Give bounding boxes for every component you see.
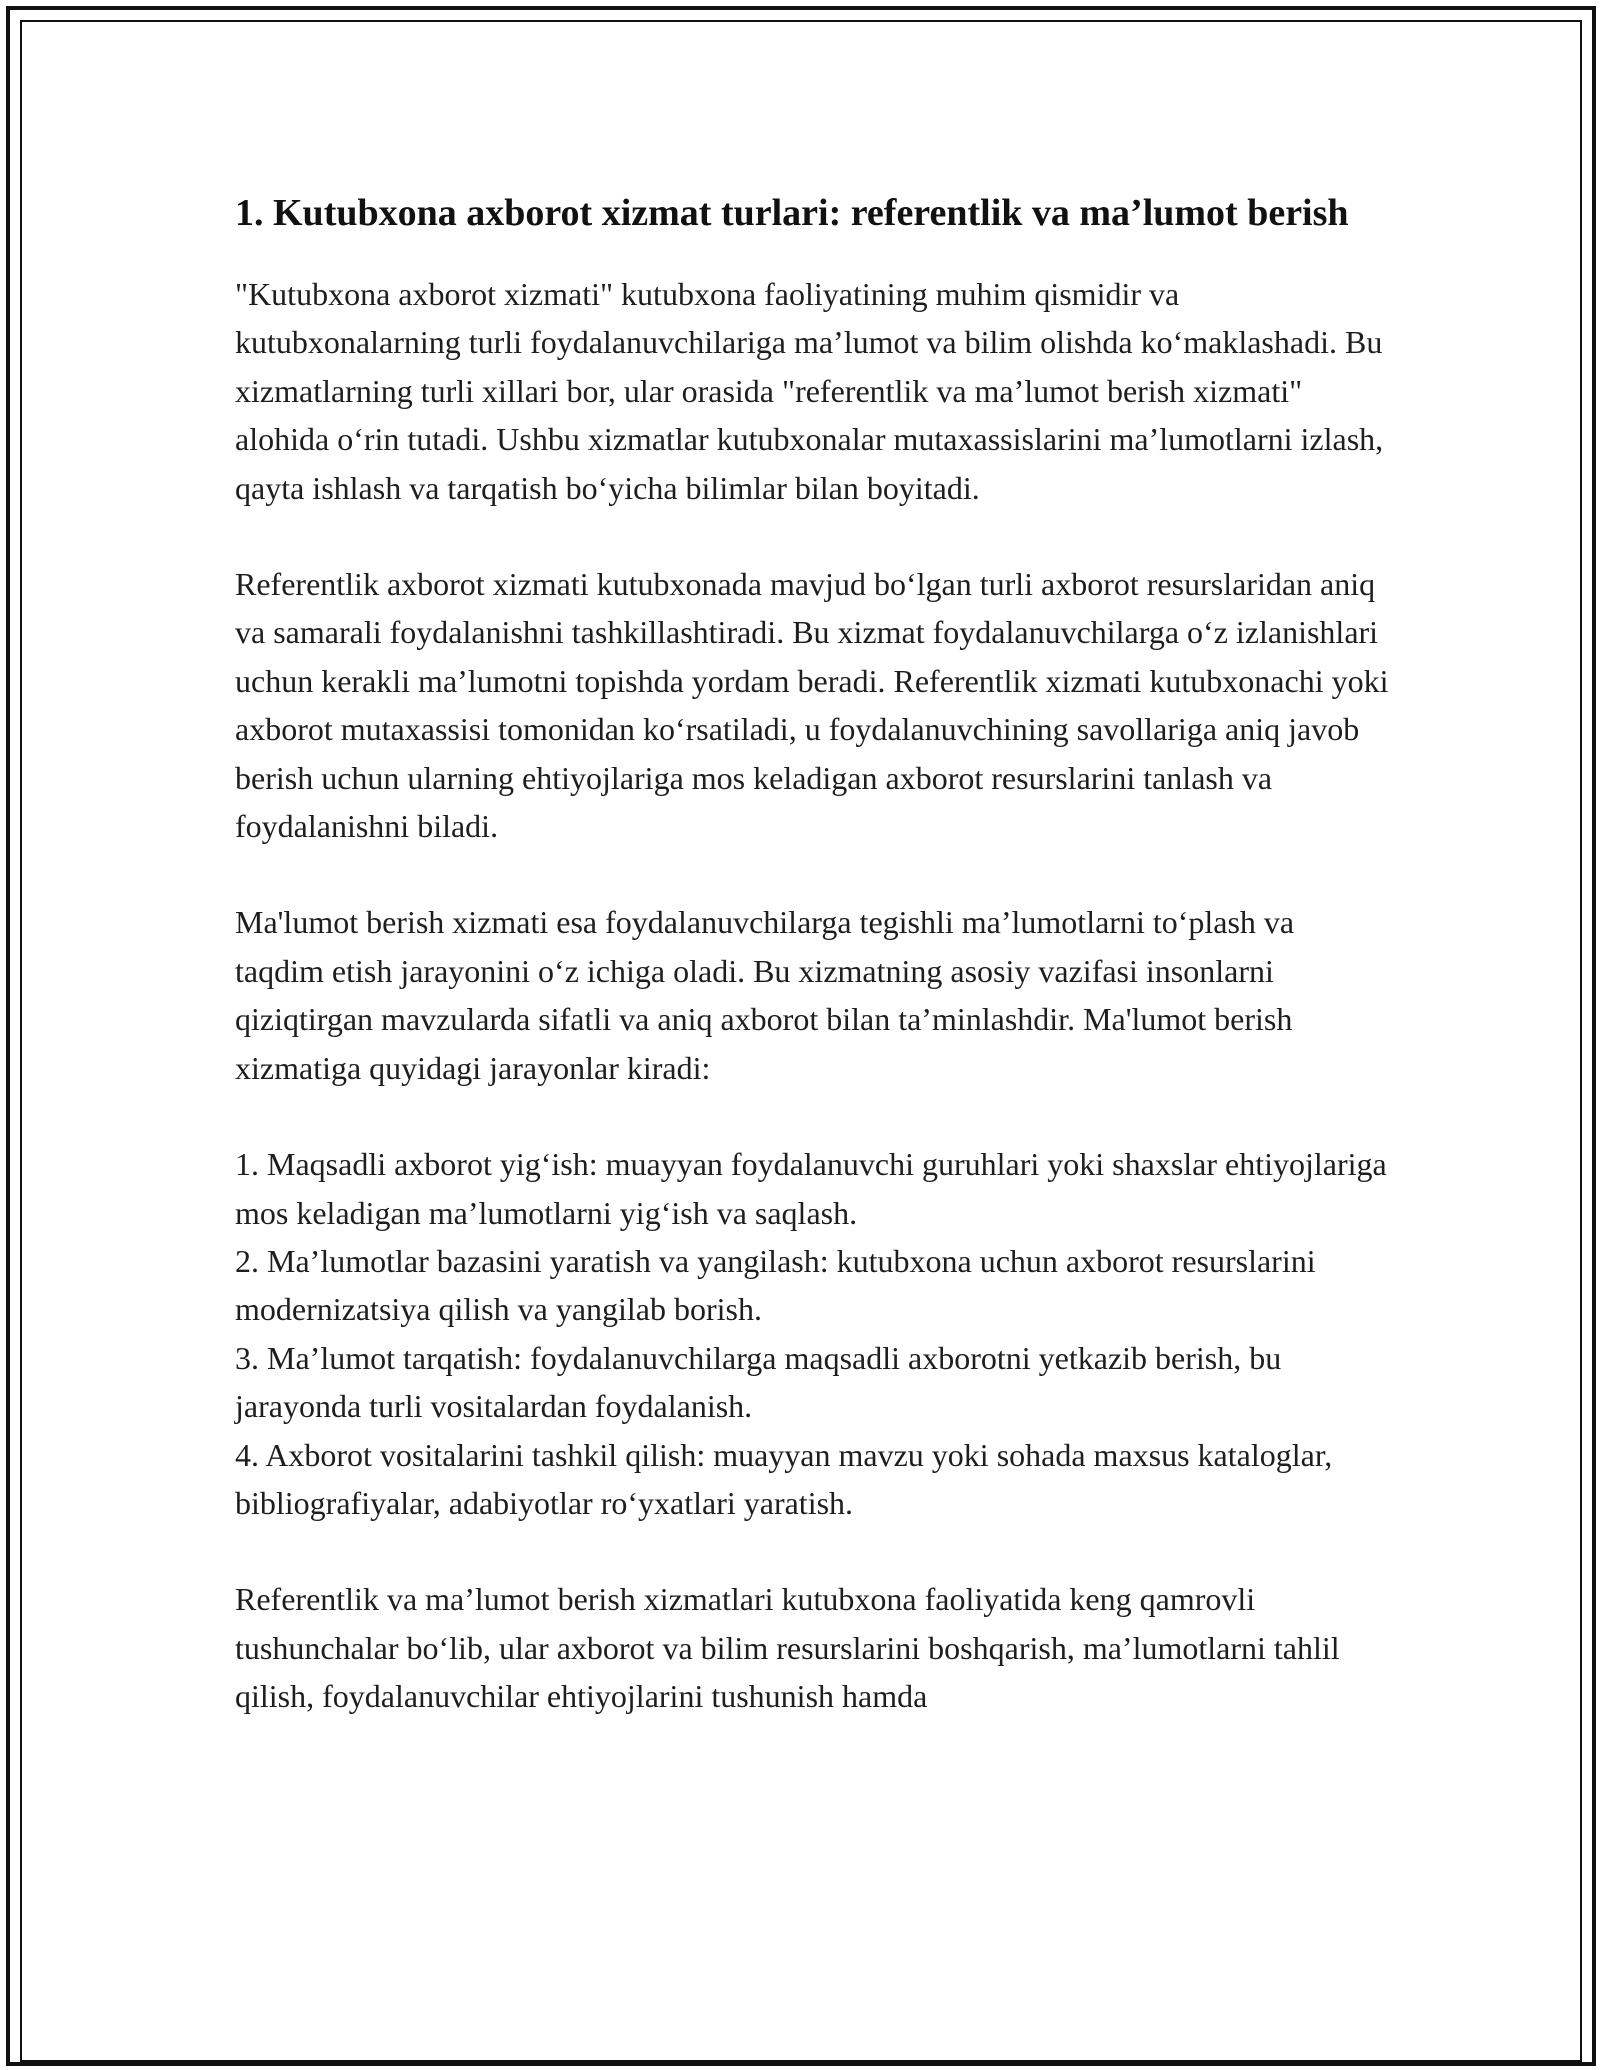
paragraph-closing: Referentlik va ma’lumot berish xizmatlari kutubxona faoliyatida keng qamrovli tushunchalar bo‘lib, ular axborot va bilim resurslarini boshqarish, ma’lumotlarni tahlil qilish, foydalanuvchilar ehtiyojlarini tushunish hamda [235, 1581, 1340, 1715]
list-item: 4. Axborot vositalarini tashkil qilish: muayyan mavzu yoki sohada maxsus kataloglar, bibliografiyalar, adabiyotlar ro‘yxatlari yaratish. [235, 1436, 1333, 1521]
paragraph-malumot-berish: Ma'lumot berish xizmati esa foydalanuvchilarga tegishli ma’lumotlarni to‘plash va taqdim etish jarayonini o‘z ichiga oladi. Bu xizmatning asosiy vazifasi insonlarni qiziqtirgan mavzularda sifatli va aniq axborot bilan ta’minlashdir. Ma'lumot berish xizmatiga quyidagi jarayonlar kiradi: [235, 904, 1295, 1086]
document-title: 1. Kutubxona axborot xizmat turlari: referentlik va ma’lumot berish [235, 192, 1349, 234]
list-item: 3. Ma’lumot tarqatish: foydalanuvchilarga maqsadli axborotni yetkazib berish, bu jarayonda turli vositalardan foydalanish. [235, 1339, 1282, 1425]
paragraph-intro: "Kutubxona axborot xizmati" kutubxona faoliyatining muhim qismidir va kutubxonalarning turli foydalanuvchilariga ma’lumot va bilim olishda ko‘maklashadi. Bu xizmatlarning turli xillari bor, ular orasida "referentlik va ma’lumot berish xizmati" alohida o‘rin tutadi. Ushbu xizmatlar kutubxonalar mutaxassislarini ma’lumotlarni izlash, qayta ishlash va tarqatish bo‘yicha bilimlar bilan boyitadi. [235, 276, 1384, 506]
list-item: 1. Maqsadli axborot yig‘ish: muayyan foydalanuvchi guruhlari yoki shaxslar ehtiyojlariga mos keladigan ma’lumotlarni yig‘ish va saqlash. [235, 1146, 1387, 1231]
paragraph-referentlik: Referentlik axborot xizmati kutubxonada mavjud bo‘lgan turli axborot resurslaridan aniq va samarali foydalanishni tashkillashtiradi. Bu xizmat foydalanuvchilarga o‘z izlanishlari uchun kerakli ma’lumotni topishda yordam beradi. Referentlik xizmati kutubxonachi yoki axborot mutaxassisi tomonidan ko‘rsatiladi, u foydalanuvchining savollariga aniq javob berish uchun ularning ehtiyojlariga mos keladigan axborot resurslarini tanlash va foydalanishni biladi. [235, 566, 1389, 845]
document-body [235, 186, 1390, 1769]
list-item: 2. Ma’lumotlar bazasini yaratish va yangilash: kutubxona uchun axborot resurslarini modernizatsiya qilish va yangilab borish. [235, 1242, 1316, 1328]
process-list [235, 1140, 1390, 1527]
